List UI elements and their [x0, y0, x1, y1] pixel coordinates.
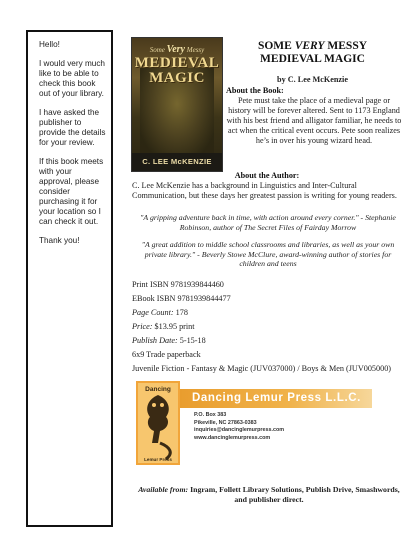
publisher-paragraph: I have asked the publisher to provide the details for your review. — [39, 108, 106, 147]
address-line1: P.O. Box 383 — [194, 412, 227, 418]
price-value: $13.95 print — [154, 322, 195, 331]
book-details — [132, 278, 404, 374]
price-label: Price: — [132, 322, 153, 331]
publisher-banner — [136, 381, 372, 465]
review-quote: "A gripping adventure back in time, with action around every corner." - Stephanie Robinson, author of The Secret Files of Fairday Morrow — [140, 213, 396, 232]
cover-author: C. LEE McKENZIE — [132, 153, 222, 171]
about-author-text: C. Lee McKenzie has a background in Linguistics and Inter-Cultural Communication, but these days her greatest passion is writing for young readers. — [132, 181, 397, 200]
cover-top-prefix: Some — [149, 46, 165, 54]
publisher-email[interactable]: inquiries@dancinglemurpress.com — [194, 427, 285, 434]
publisher-website[interactable]: www.dancinglemurpress.com — [194, 434, 271, 441]
cover-title-line2: MAGIC — [149, 70, 205, 86]
book-title-part1: SOME — [257, 40, 295, 52]
thank-you: Thank you! — [39, 236, 80, 245]
price-row — [132, 320, 404, 334]
greeting: Hello! — [39, 40, 60, 49]
publish-date-row — [132, 334, 404, 348]
cover-top-very: Very — [166, 44, 185, 55]
ebook-isbn: EBook ISBN 9781939844477 — [132, 294, 231, 303]
book-title-part2: MESSY — [324, 40, 368, 52]
cover-top-suffix: Messy — [186, 46, 205, 54]
address-line2: Pikeville, NC 27863-0383 — [194, 419, 257, 426]
book-cover — [131, 37, 223, 172]
publish-date-label: Publish Date: — [132, 336, 178, 345]
cover-title-line1: MEDIEVAL — [134, 55, 220, 71]
publisher-name: Dancing Lemur Press L.L.C. — [192, 392, 361, 404]
book-title-line2: MEDIEVAL MAGIC — [260, 53, 365, 65]
page-count-label: Page Count: — [132, 308, 174, 317]
publish-date-value: 5-15-18 — [179, 336, 206, 345]
title-block — [225, 40, 400, 84]
availability-text: Ingram, Follett Library Solutions, Publish Drive, Smashwords, and publisher direct. — [188, 485, 400, 504]
cover-title — [132, 56, 222, 86]
request-paragraph: I would very much like to be able to check this book out of your library. — [39, 59, 105, 98]
byline: by C. Lee McKenzie — [277, 75, 348, 84]
logo-lettering-top: Dancing — [145, 386, 171, 393]
book-title — [225, 40, 400, 66]
page-count-row — [132, 306, 404, 320]
availability-label: Available from: — [138, 485, 189, 494]
print-isbn: Print ISBN 9781939844460 — [132, 280, 224, 289]
page-count-value: 178 — [175, 308, 188, 317]
book-title-very: VERY — [294, 40, 325, 52]
publisher-contact — [194, 412, 284, 442]
about-book-text: Pete must take the place of a medieval page or history will be forever altered. Sent to 1173 England with his best friend and alligator familiar, he needs to act when the critical event occurs. Pete soon realizes he’s in over his young wizard head. — [226, 96, 402, 145]
about-author-heading: About the Author: — [234, 171, 300, 180]
cover-top-line — [132, 44, 222, 55]
genre: Juvenile Fiction - Fantasy & Magic (JUV037000) / Boys & Men (JUV005000) — [132, 364, 392, 373]
lemur-logo-icon — [136, 381, 180, 465]
format: 6x9 Trade paperback — [132, 350, 201, 359]
library-request-box — [26, 30, 113, 527]
availability — [134, 485, 404, 505]
about-book-heading: About the Book: — [226, 86, 284, 95]
purchase-paragraph: If this book meets with your approval, please consider purchasing it for your location so I can check it out. — [39, 157, 104, 226]
logo-lettering-bottom: Lemur Press — [144, 457, 172, 462]
review-quote: "A great addition to middle school classrooms and libraries, as well as your own private library." - Beverly Stowe McClure, award-winning author of stories for children and teens — [141, 240, 395, 268]
